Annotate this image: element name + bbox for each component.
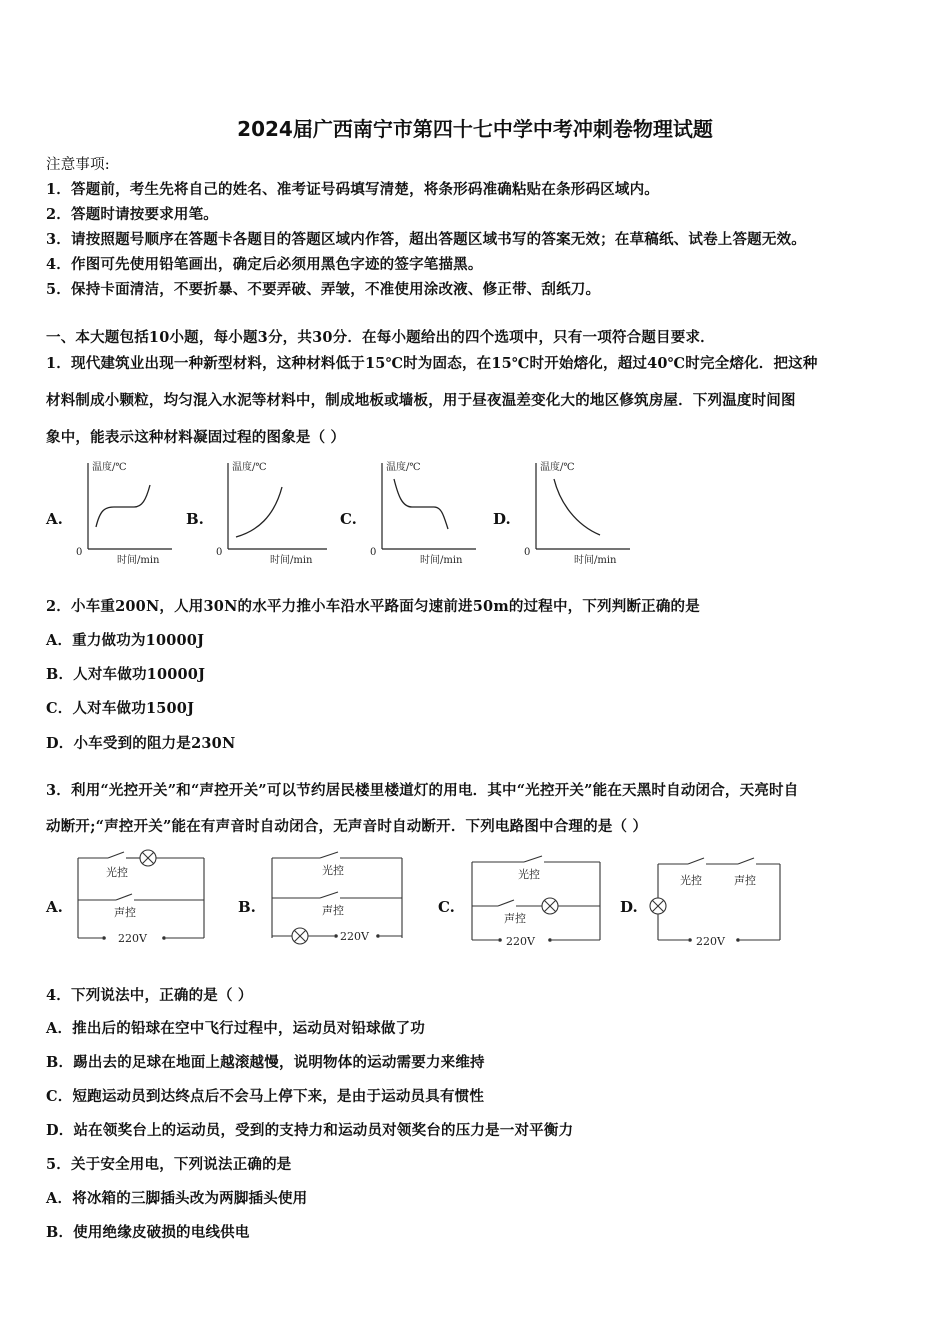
graph-ylabel: 温度/℃ <box>92 462 127 473</box>
voltage-label: 220V <box>506 935 535 948</box>
q2-option-a: A．重力做功为10000J <box>46 632 205 649</box>
q1-graph-d <box>520 455 635 570</box>
q2-stem: 2．小车重200N，人用30N的水平力推小车沿水平路面匀速前进50m的过程中，下列判断正确的是 <box>46 598 700 615</box>
notice-heading: 注意事项: <box>46 157 110 173</box>
q1-stem-line: 象中，能表示这种材料凝固过程的图象是（ ） <box>46 429 346 446</box>
q2-option-d: D．小车受到的阻力是230N <box>46 735 236 752</box>
q1-graph-b <box>212 455 332 570</box>
q5-option-a: A．将冰箱的三脚插头改为两脚插头使用 <box>46 1190 308 1207</box>
q3-option-b-label: B. <box>238 898 256 916</box>
graph-ylabel: 温度/℃ <box>540 462 575 473</box>
q4-stem: 4．下列说法中，正确的是（ ） <box>46 987 253 1004</box>
notice-item: 5．保持卡面清洁，不要折暴、不要弄破、弄皱，不准使用涂改液、修正带、刮纸刀。 <box>46 281 601 298</box>
sound-switch-label: 声控 <box>322 904 344 917</box>
curve-solidifying <box>394 479 448 529</box>
notice-item: 4．作图可先使用铅笔画出，确定后必须用黑色字迹的签字笔描黑。 <box>46 256 483 273</box>
curve-heating <box>236 487 282 537</box>
graph-xlabel: 时间/min <box>420 555 463 566</box>
section-heading: 一、本大题包括10小题，每小题3分，共30分．在每小题给出的四个选项中，只有一项符合题目要求． <box>46 329 715 346</box>
graph-origin: 0 <box>216 547 223 558</box>
sound-switch-label: 声控 <box>504 912 526 925</box>
q1-option-c-label: C. <box>340 510 357 528</box>
q1-option-d-label: D. <box>493 510 511 528</box>
q4-option-a: A．推出后的铅球在空中飞行过程中，运动员对铅球做了功 <box>46 1020 425 1037</box>
light-switch-label: 光控 <box>680 874 702 887</box>
q1-graph-a <box>72 455 177 570</box>
graph-origin: 0 <box>524 547 531 558</box>
q5-option-b: B．使用绝缘皮破损的电线供电 <box>46 1224 250 1241</box>
curve-cooling <box>554 479 600 535</box>
q3-option-a-label: A. <box>46 898 63 916</box>
graph-xlabel: 时间/min <box>117 555 160 566</box>
graph-origin: 0 <box>76 547 83 558</box>
q3-circuit-c <box>468 848 608 948</box>
voltage-label: 220V <box>340 930 369 943</box>
q3-stem-line: 动断开;“声控开关”能在有声音时自动闭合，无声音时自动断开．下列电路图中合理的是（ ） <box>46 818 648 835</box>
graph-xlabel: 时间/min <box>270 555 313 566</box>
q5-stem: 5．关于安全用电，下列说法正确的是 <box>46 1156 292 1173</box>
sound-switch-label: 声控 <box>734 874 756 887</box>
q1-stem-line: 材料制成小颗粒，均匀混入水泥等材料中，制成地板或墙板，用于昼夜温差变化大的地区修筑房屋．下列温度时间图 <box>46 392 796 409</box>
q4-option-c: C．短跑运动员到达终点后不会马上停下来，是由于运动员具有惯性 <box>46 1088 485 1105</box>
notice-item: 3．请按照题号顺序在答题卡各题目的答题区域内作答，超出答题区域书写的答案无效；在草稿纸、试卷上答题无效。 <box>46 231 806 248</box>
page-title: 2024届广西南宁市第四十七中学中考冲刺卷物理试题 <box>237 117 713 141</box>
q1-stem-line: 1．现代建筑业出现一种新型材料，这种材料低于15℃时为固态，在15℃时开始熔化，超过40℃时完全熔化．把这种 <box>46 355 818 372</box>
graph-xlabel: 时间/min <box>574 555 617 566</box>
notice-item: 1．答题前，考生先将自己的姓名、准考证号码填写清楚，将条形码准确粘贴在条形码区域内。 <box>46 181 659 198</box>
light-switch-label: 光控 <box>322 864 344 877</box>
q3-circuit-d <box>648 848 784 948</box>
q1-option-a-label: A. <box>46 510 63 528</box>
q3-option-d-label: D. <box>620 898 638 916</box>
q2-option-b: B．人对车做功10000J <box>46 666 206 683</box>
q3-stem-line: 3．利用“光控开关”和“声控开关”可以节约居民楼里楼道灯的用电．其中“光控开关”能在天黑时自动闭合，天亮时自 <box>46 782 799 799</box>
graph-origin: 0 <box>370 547 377 558</box>
q3-circuit-b <box>268 848 408 948</box>
sound-switch-label: 声控 <box>114 906 136 919</box>
graph-ylabel: 温度/℃ <box>386 462 421 473</box>
q4-option-d: D．站在领奖台上的运动员，受到的支持力和运动员对领奖台的压力是一对平衡力 <box>46 1122 574 1139</box>
notice-item: 2．答题时请按要求用笔。 <box>46 206 218 223</box>
q2-option-c: C．人对车做功1500J <box>46 700 195 717</box>
graph-ylabel: 温度/℃ <box>232 462 267 473</box>
curve-melting <box>96 485 150 527</box>
q4-option-b: B．踢出去的足球在地面上越滚越慢，说明物体的运动需要力来维持 <box>46 1054 485 1071</box>
light-switch-label: 光控 <box>518 868 540 881</box>
q3-circuit-a <box>74 848 210 948</box>
q1-graph-c <box>366 455 481 570</box>
voltage-label: 220V <box>118 932 147 945</box>
light-switch-label: 光控 <box>106 866 128 879</box>
voltage-label: 220V <box>696 935 725 948</box>
q3-option-c-label: C. <box>438 898 455 916</box>
q1-option-b-label: B. <box>186 510 204 528</box>
